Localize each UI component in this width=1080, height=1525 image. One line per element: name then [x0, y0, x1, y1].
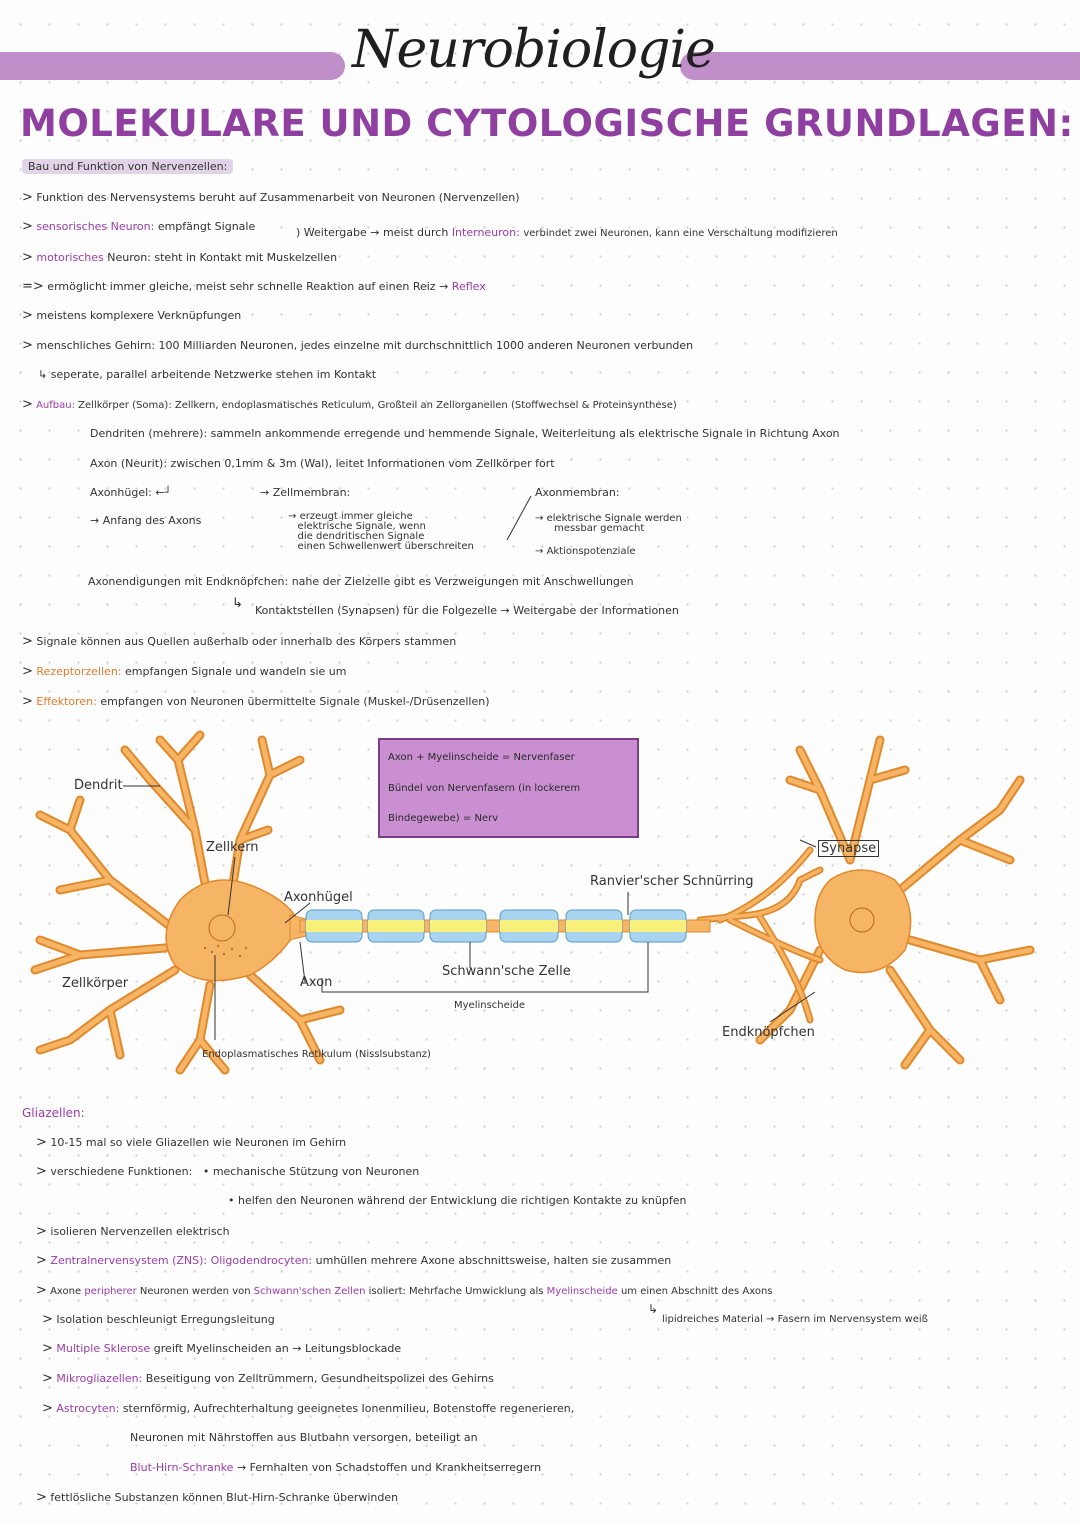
note-line: Neuronen mit Nährstoffen aus Blutbahn versorgen, beteiligt an [130, 1431, 478, 1444]
note-line: Axonmembran: [535, 486, 620, 499]
nucleus-right [850, 908, 874, 932]
label-endknoepfchen: Endknöpfchen [722, 1025, 815, 1040]
note-line: => ermöglicht immer gleiche, meist sehr schnelle Reaktion auf einen Reiz → Reflex [22, 279, 486, 294]
section-label-glia: Gliazellen: [22, 1106, 85, 1120]
note-line: > Effektoren: empfangen von Neuronen übermittelte Signale (Muskel-/Drüsenzellen) [22, 694, 490, 709]
section-label-nervenzellen: Bau und Funktion von Nervenzellen: [22, 160, 233, 173]
label-myelinscheide: Myelinscheide [454, 1000, 526, 1011]
arrow-line [505, 492, 535, 542]
note-line: > menschliches Gehirn: 100 Milliarden Neuronen, jedes einzelne mit durchschnittlich 1000 anderen Neuronen verbunden [22, 338, 694, 353]
label-axon: Axon [300, 975, 333, 990]
label-synapse: Synapse [818, 840, 879, 857]
note-line: > fettlösliche Substanzen können Blut-Hirn-Schranke überwinden [36, 1490, 399, 1505]
title-banner-right [680, 52, 1080, 80]
label-schwann-zelle: Schwann'sche Zelle [442, 964, 571, 979]
note-line: > motorisches Neuron: steht in Kontakt mit Muskelzellen [22, 250, 338, 265]
note-line: > Zentralnervensystem (ZNS): Oligodendrocyten: umhüllen mehrere Axone abschnittsweise, halten sie zusammen [36, 1253, 672, 1268]
note-line: > Axone peripherer Neuronen werden von Schwann'schen Zellen isoliert: Mehrfache Umwicklung als Myelinscheide um einen Abschnitt des Axons [36, 1283, 773, 1298]
note-line: Axonendigungen mit Endknöpfchen: nahe der Zielzelle gibt es Verzweigungen mit Anschwellungen [88, 575, 634, 588]
note-line: > meistens komplexere Verknüpfungen [22, 308, 242, 323]
note-line: > Aufbau: Zellkörper (Soma): Zellkern, endoplasmatisches Reticulum, Großteil an Zellorganellen (Stoffwechsel & Proteinsynthese) [22, 397, 677, 412]
note-line: > Isolation beschleunigt Erregungsleitung [42, 1312, 275, 1327]
note-arrow: ↳ [648, 1302, 659, 1316]
label-zellkoerper: Zellkörper [62, 976, 129, 991]
label-dendrit: Dendrit [74, 778, 123, 793]
note-line: > isolieren Nervenzellen elektrisch [36, 1224, 230, 1239]
label-er: Endoplasmatisches Retikulum (Nisslsubstanz) [202, 1049, 431, 1060]
note-line: → Anfang des Axons [90, 514, 202, 527]
neuron-diagram [0, 720, 1080, 1080]
note-line: > Multiple Sklerose greift Myelinscheiden an → Leitungsblockade [42, 1341, 402, 1356]
note-line: lipidreiches Material → Fasern im Nervensystem weiß [662, 1314, 928, 1325]
note-line: > sensorisches Neuron: empfängt Signale [22, 219, 256, 234]
note-line: Dendriten (mehrere): sammeln ankommende erregende und hemmende Signale, Weiterleitung als elektrische Signale in Richtung Axon [90, 427, 840, 440]
note-line: Axon (Neurit): zwischen 0,1mm & 3m (Wal), leitet Informationen vom Zellkörper fort [90, 457, 555, 470]
note-line: > Funktion des Nervensystems beruht auf Zusammenarbeit von Neuronen (Nervenzellen) [22, 190, 520, 205]
note-line: → Aktionspotenziale [535, 546, 636, 557]
note-arrow: ↳ [232, 596, 243, 611]
label-axonhuegel: Axonhügel [284, 890, 353, 905]
label-ranvier: Ranvier'scher Schnürring [590, 874, 754, 889]
note-line: > Astrocyten: sternförmig, Aufrechterhaltung geeignetes Ionenmilieu, Botenstoffe regenerieren, [42, 1401, 575, 1416]
nucleus-left [209, 915, 235, 941]
note-line: Axonhügel: ←┘ [90, 486, 172, 499]
note-block: → erzeugt immer gleiche elektrische Signale, wenn die dendritischen Signale einen Schwellenwert überschreiten [288, 511, 474, 552]
title-banner-left [0, 52, 345, 80]
note-line: Blut-Hirn-Schranke → Fernhalten von Schadstoffen und Krankheitserregern [130, 1461, 542, 1474]
note-line: • helfen den Neuronen während der Entwicklung die richtigen Kontakte zu knüpfen [228, 1194, 687, 1207]
page-title: Neurobiologie [352, 20, 715, 80]
note-line: > verschiedene Funktionen: • mechanische Stützung von Neuronen [36, 1164, 420, 1179]
note-line: > Signale können aus Quellen außerhalb oder innerhalb des Körpers stammen [22, 634, 457, 649]
note-line: Kontaktstellen (Synapsen) für die Folgezelle → Weitergabe der Informationen [255, 604, 679, 617]
note-line: > 10-15 mal so viele Gliazellen wie Neuronen im Gehirn [36, 1135, 347, 1150]
note-line: → Zellmembran: [260, 486, 351, 499]
nervenfaser-definition-box: Axon + Myelinscheide = Nervenfaser Bündel von Nervenfasern (in lockerem Bindegewebe) = Nerv [378, 738, 639, 838]
note-block: → elektrische Signale werden messbar gemacht [535, 513, 682, 534]
main-heading: MOLEKULARE UND CYTOLOGISCHE GRUNDLAGEN: [20, 102, 1074, 145]
note-line: > Mikrogliazellen: Beseitigung von Zelltrümmern, Gesundheitspolizei des Gehirns [42, 1371, 494, 1386]
note-line: > Rezeptorzellen: empfangen Signale und wandeln sie um [22, 664, 347, 679]
note-line: ↳ seperate, parallel arbeitende Netzwerke stehen im Kontakt [38, 368, 377, 381]
note-line: ) Weitergabe → meist durch Interneuron: verbindet zwei Neuronen, kann eine Verschaltung modifizieren [296, 226, 838, 239]
label-zellkern: Zellkern [206, 840, 259, 855]
